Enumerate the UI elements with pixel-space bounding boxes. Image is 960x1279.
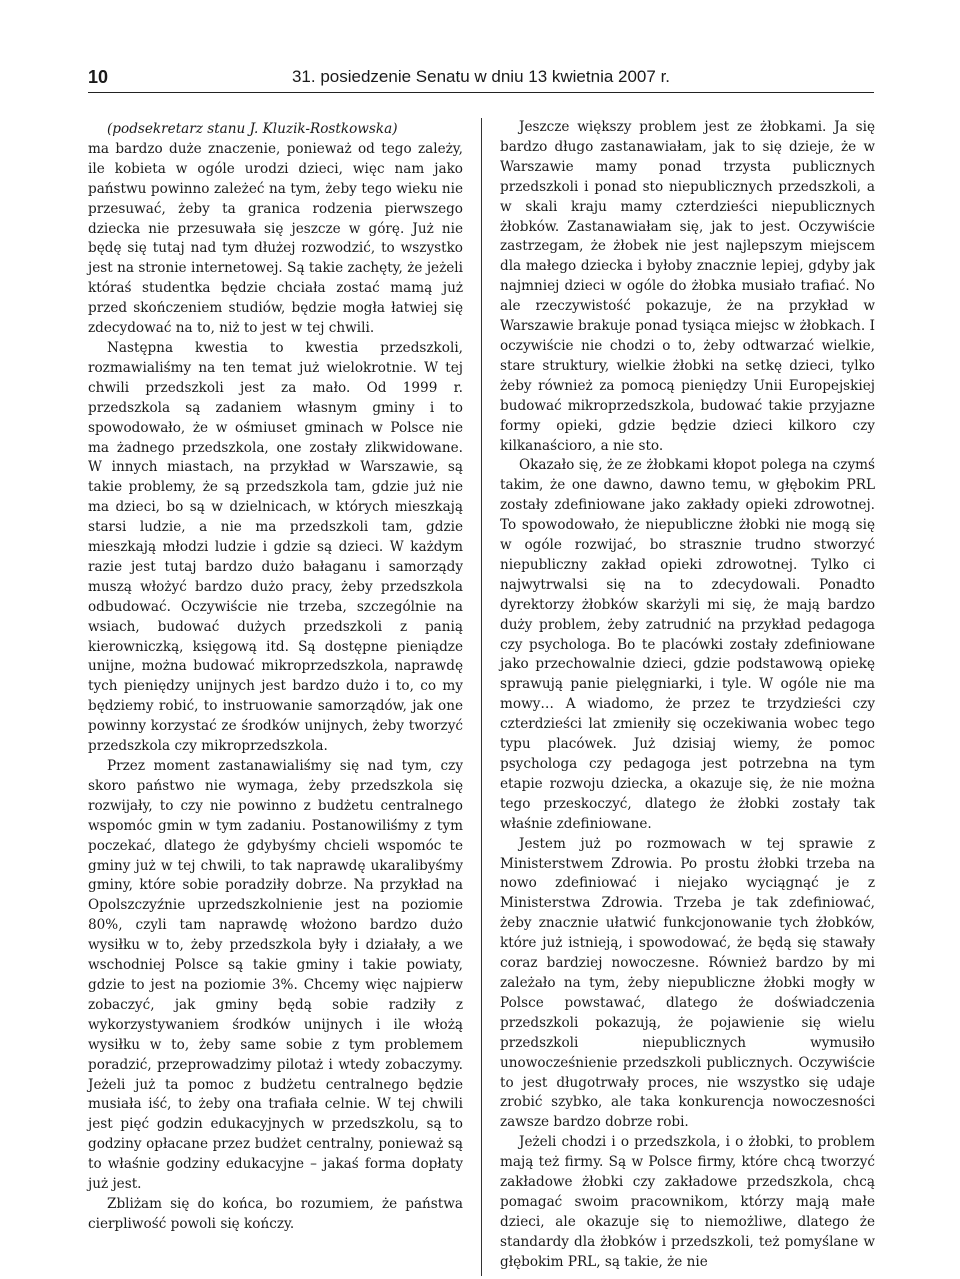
right-column [500,118,875,1273]
page-header [88,66,874,90]
header-rule [88,92,874,93]
left-column [88,120,463,1235]
speaker-label: (podsekretarz stanu J. Kluzik-Rostkowska) [107,121,398,137]
column-divider [481,118,482,1276]
paragraph: Przez moment zastanawialiśmy się nad tym, czy skoro państwo nie wymaga, żeby przedszkola się rozwijały, to czy nie powinno z budżetu centralnego wspomóc gmin w tym zadaniu. Postanowiliśmy z tym poczekać, dlatego że gdybyśmy chcieli wspomóc te gminy już w tej chwili, to tak naprawdę ukaralibyśmy gminy, które sobie poradziły dobrze. Na przykład na Opolszczyźnie uprzedszkolnienie jest na poziomie 80%, czyli tam naprawdę włożono bardzo dużo wysiłku w to, żeby przedszkola były i działały, a we wschodniej Polsce są takie gminy i takie powiaty, gdzie to jest na poziomie 3%. Chcemy więc najpierw zobaczyć, jak gminy będą sobie radziły z wykorzystywaniem środków unijnych i ile włożą wysiłku w to, żeby same sobie z tym problemem poradzić, przeprowadzimy pilotaż i wtedy zobaczymy. Jeżeli już ta pomoc z budżetu centralnego będzie musiała iść, to żeby ona trafiała celnie. W tej chwili jest pięć godzin edukacyjnych w przedszkolu, są to godziny opłacane przez budżet centralny, ponieważ są to właśnie godziny edukacyjne – jakaś forma dopłaty już jest. [88,758,463,1193]
paragraph: Następna kwestia to kwestia przedszkoli, rozmawialiśmy na ten temat już wielokrotnie. W tej chwili przedszkoli jest za mało. Od 1999 r. przedszkola są zadaniem własnym gminy i to spowodowało, że w ośmiuset gminach w Polsce nie ma żadnego przedszkola, one zostały zlikwidowane. W innych miastach, na przykład w Warszawie, są takie problemy, że są przedszkola tam, gdzie już nie ma dzieci, bo są w dzielnicach, w których mieszkają starsi ludzie, a nie ma przedszkoli tam, gdzie mieszkają młodzi ludzie i gdzie są dzieci. W każdym razie jest tutaj bardzo dużo bałaganu i samorządy muszą włożyć bardzo dużo pracy, żeby przedszkola odbudować. Oczywiście nie trzeba, szczególnie na wsiach, budować dużych przedszkoli z panią kierowniczką, księgową itd. Są dostępne pieniądze unijne, można budować mikroprzedszkola, naprawdę tych pieniędzy unijnych jest bardzo dużo i to, co my będziemy robić, to instruowanie samorządów, jak one powinny korzystać ze środków unijnych, żeby tworzyć przedszkola czy mikroprzedszkola. [88,339,463,755]
paragraph: Zbliżam się do końca, bo rozumiem, że państwa cierpliwość powoli się kończy. [88,1195,463,1232]
paragraph: Jeżeli chodzi i o przedszkola, i o żłobki, to problem mają też firmy. Są w Polsce firmy, które chcą tworzyć zakładowe żłobki czy zakładowe przedszkola, chcą pomagać swoim pracownikom, którzy mają małe dzieci, ale okazuje się to niemożliwe, dlatego że standardy dla żłobków i przedszkoli, też pomyślane w głębokim PRL, są takie, że nie [500,1134,875,1270]
paragraph: Jestem już po rozmowach w tej sprawie z Ministerstwem Zdrowia. Po prostu żłobki trzeba na nowo zdefiniować i niejako wyciągnąć je z Ministerstwa Zdrowia. Trzeba je tak zdefiniować, żeby znacznie ułatwić funkcjonowanie tych żłobków, które już istnieją, i spowodować, że będą się stawały coraz bardziej nowoczesne. Również bardzo by mi zależało na tym, żeby niepubliczne żłobki mogły w Polsce powstawać, dlatego że doświadczenia przedszkoli pokazują, że pojawienie się wielu przedszkoli niepublicznych wymusiło unowocześnienie przedszkoli publicznych. Oczywiście to jest długotrwały proces, nie wszystko się udaje zrobić szybko, ale taka konkurencja nowoczesności zawsze bardzo dobrze robi. [500,835,875,1131]
running-title: 31. posiedzenie Senatu w dniu 13 kwietnia 2007 r. [291,67,671,86]
page-number: 10 [88,67,109,87]
paragraph: Jeszcze większy problem jest ze żłobkami. Ja się bardzo długo zastanawiałam, jak to się dzieje, że w Warszawie mamy ponad trzysta publicznych przedszkoli i ponad sto niepublicznych przedszkoli, a w skali kraju mamy czterdzieści niepublicznych żłobków. Zastanawiałam się, jak to jest. Oczywiście zastrzegam, że żłobek nie jest najlepszym miejscem dla małego dziecka i byłoby znacznie lepiej, gdyby jak najmniej dzieci w ogóle do żłobka musiało trafiać. No ale rzeczywistość pokazuje, że na przykład w Warszawie brakuje ponad tysiąca miejsc w żłobkach. I oczywiście nie chodzi o to, żeby odtwarzać wielkie, stare struktury, wielkie żłobki na setkę dzieci, tylko żeby również za pomocą pieniędzy Unii Europejskiej budować mikroprzedszkola, budować takie przyjazne formy opieki, gdzie będzie dzieci kilkoro czy kilkanaścioro, a nie sto. [500,119,875,454]
paragraph: Okazało się, że ze żłobkami kłopot polega na czymś takim, że one dawno, dawno temu, w głębokim PRL zostały zdefiniowane jako zakłady opieki zdrowotnej. To spowodowało, że niepubliczne żłobki nie mogą się w ogóle rozwijać, bo strasznie trudno stworzyć niepubliczny zakład opieki zdrowotnej. Tylko ci najwytrwalsi się na to zdecydowali. Ponadto dyrektorzy żłobków skarżyli mi się, że mają bardzo duży problem, żeby zatrudnić na przykład pedagoga czy psychologa. Bo te placówki zostały zdefiniowane jako przechowalnie dzieci, gdzie podstawową opiekę sprawują panie pielęgniarki, i tyle. W ogóle nie ma mowy… A wiadomo, że przez te trzydzieści czy czterdzieści lat zmieniły się oczekiwania wobec tego typu placówek. Już dzisiaj wiemy, że pomoc psychologa czy pedagoga jest potrzebna na tym etapie rozwoju dziecka, a okazuje się, że nie można tego przeskoczyć, dlatego że żłobki zostały tak właśnie zdefiniowane. [500,457,875,832]
paragraph: ma bardzo duże znaczenie, ponieważ od tego zależy, ile kobieta w ogóle urodzi dzieci, więc nam jako państwu powinno zależeć na tym, żeby tego wieku nie przesuwać, żeby ta granica rodzenia pierwszego dziecka nie przesuwała się jeszcze w górę. Już nie będę się tutaj nad tym dłużej rozwodzić, to wszystko jest na stronie internetowej. Są takie zachęty, że jeżeli któraś studentka będzie chciała zostać mamą już przed skończeniem studiów, będzie mogła łatwiej się zdecydować na to, niż to jest w tej chwili. [88,140,463,337]
